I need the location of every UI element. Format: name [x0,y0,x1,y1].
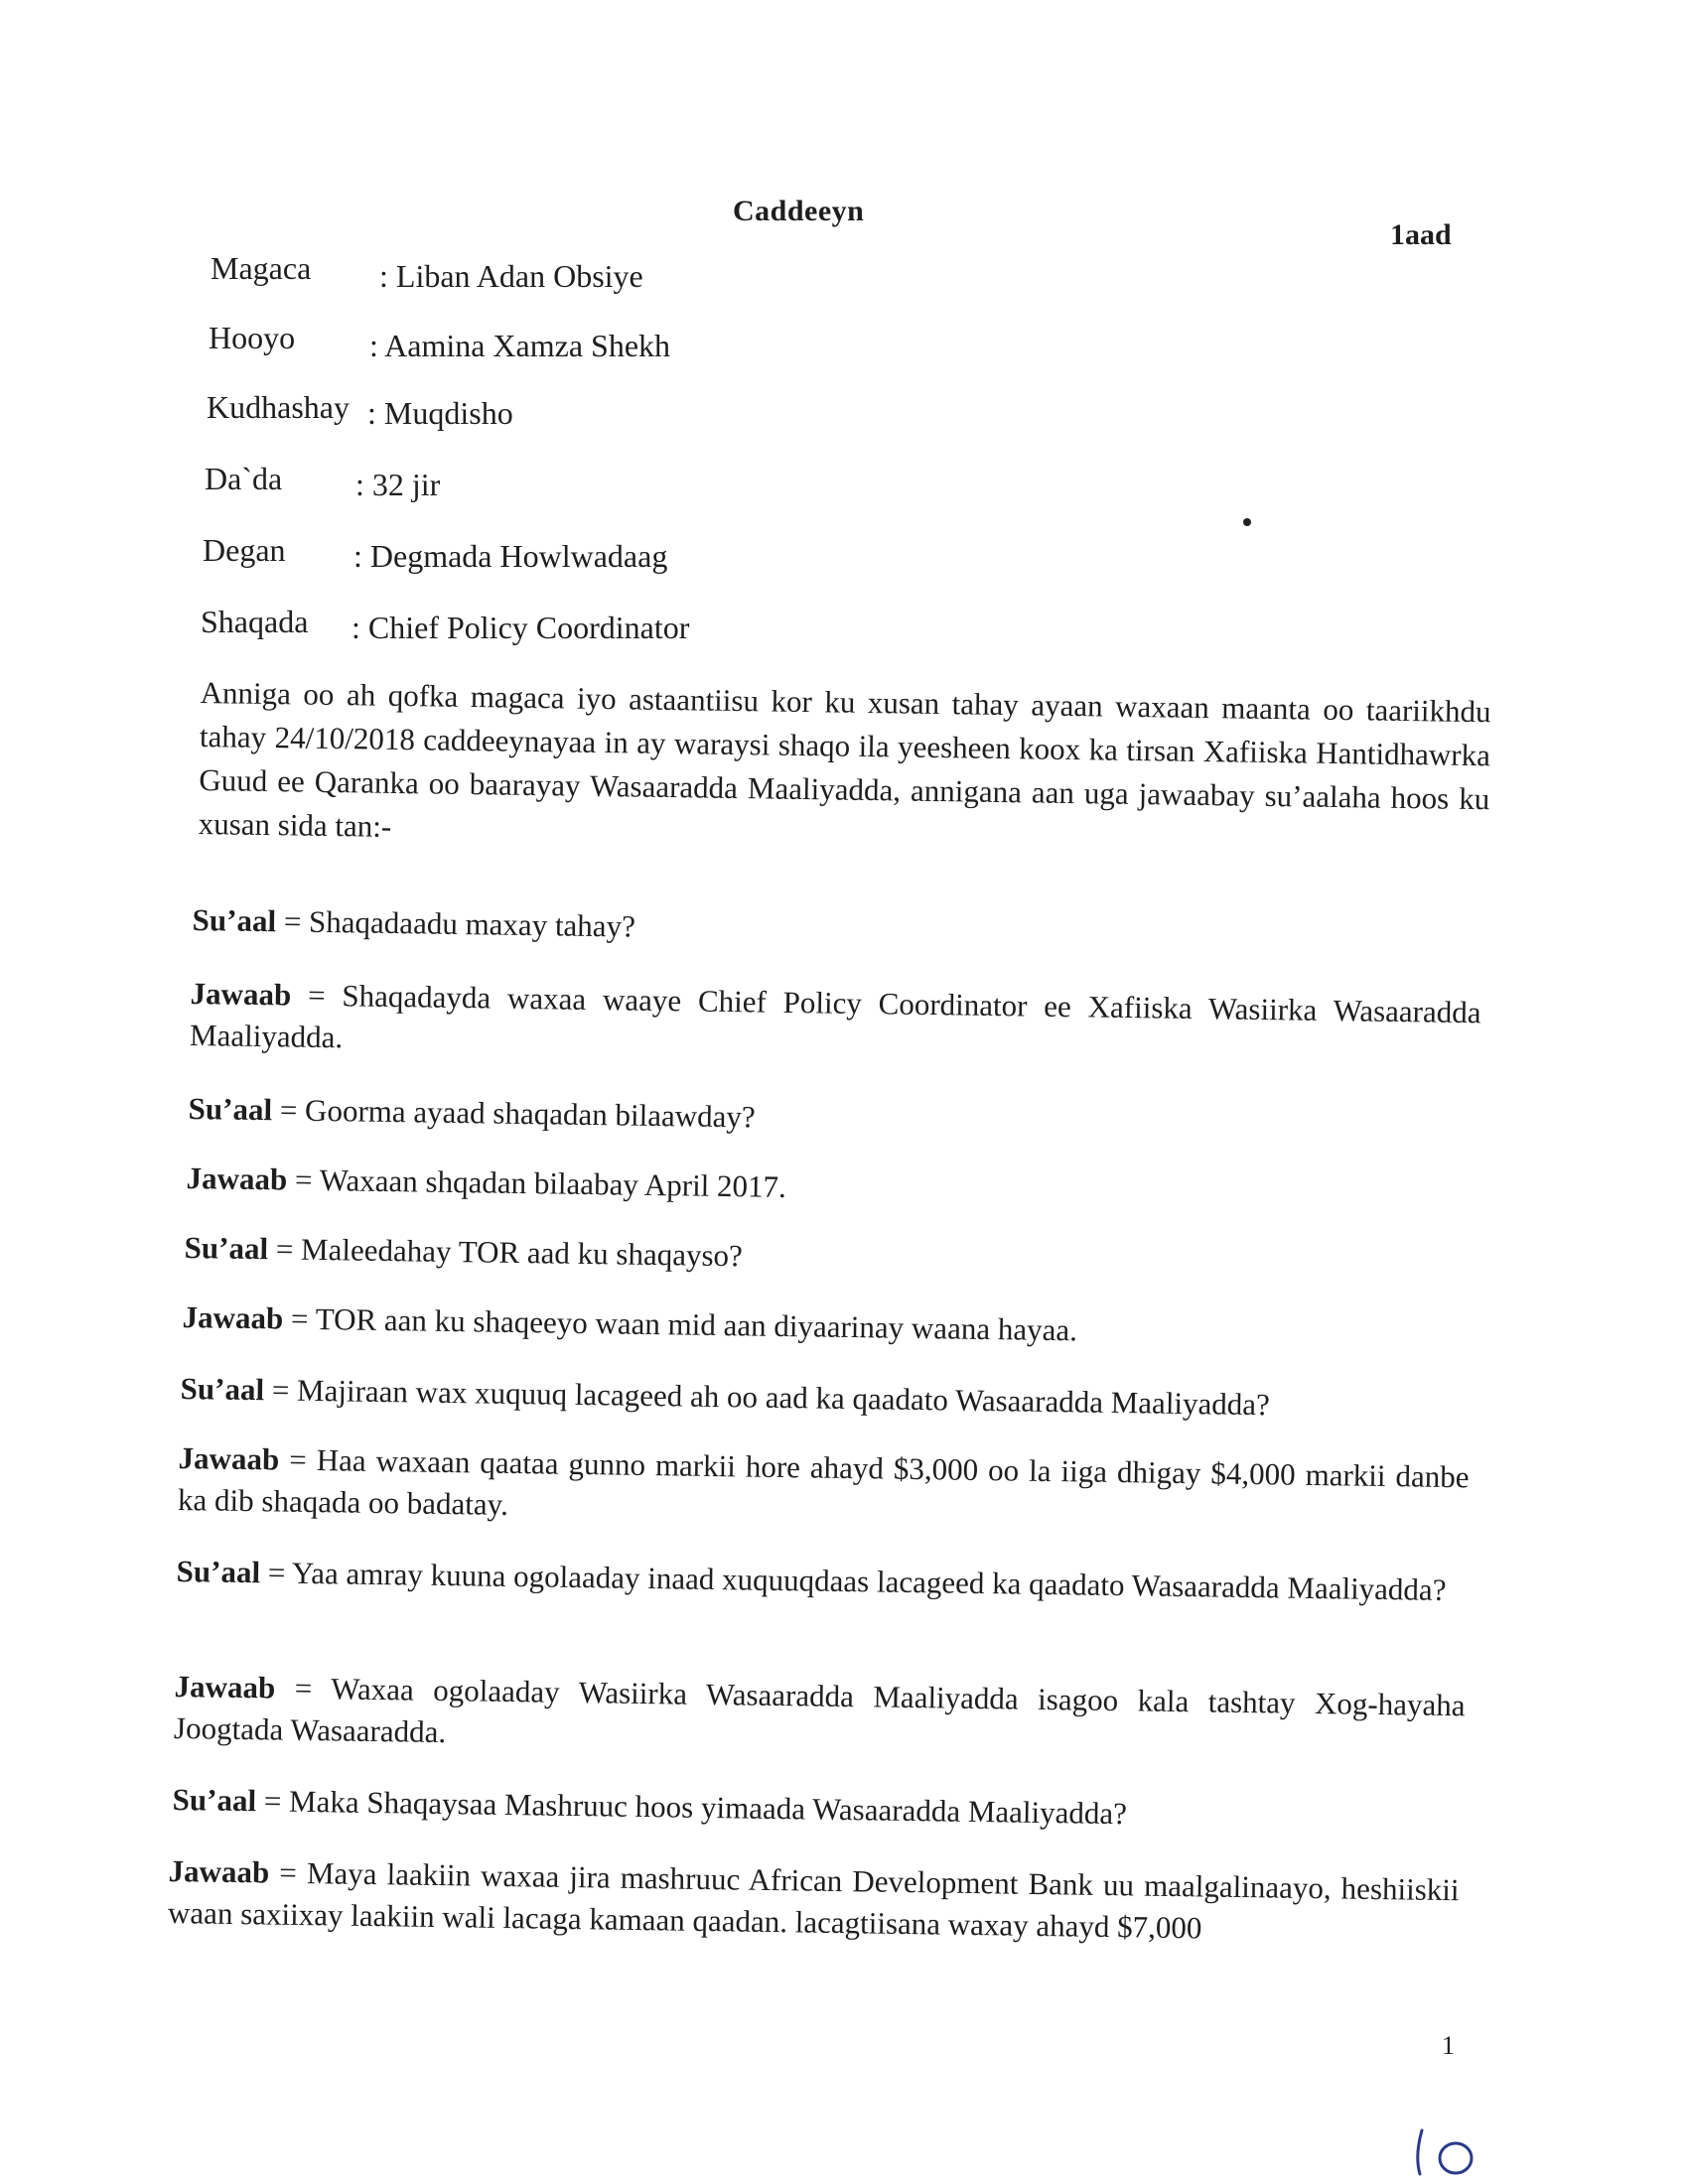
stray-mark [1243,518,1251,526]
document-title: Caddeeyn [733,195,865,227]
qa-text: = Maleedahay TOR aad ku shaqayso? [267,1231,744,1274]
qa-tag: Jawaab [174,1668,276,1706]
qa-text: = Yaa amray kuuna ogolaaday inaad xuquuqdaas lacageed ka qaadato Wasaaradda Maaliyadda? [259,1555,1447,1607]
page-number: 1 [1442,2031,1455,2060]
qa-tag: Jawaab [190,975,292,1013]
qa-tag: Jawaab [168,1852,270,1890]
qa-tag: Su’aal [184,1229,269,1267]
qa-item [184,1227,1475,1288]
info-key: Da`da [205,461,283,496]
qa-item [168,1850,1460,1953]
info-row-name [211,250,643,294]
info-row-residence [203,532,668,574]
info-row-age [205,461,441,502]
qa-tag: Su’aal [192,901,277,939]
qa-text: = Haa waxaan qaataa gunno markii hore ahayd $3,000 oo la iiga dhigay $4,000 markii danbe ka dib shaqada oo badatay. [177,1441,1470,1522]
info-value: : Chief Policy Coordinator [352,610,690,645]
qa-tag: Jawaab [182,1298,284,1336]
qa-item [174,1666,1466,1768]
qa-tag: Su’aal [180,1370,265,1408]
info-key: Shaqada [201,604,309,639]
info-key: Degan [203,532,286,568]
qa-text: = Shaqadaadu maxay tahay? [275,903,636,944]
qa-text: = Shaqadayda waxaa waaye Chief Policy Coordinator ee Xafiiska Wasiirka Wasaaradda Maaliyadda. [189,977,1481,1055]
qa-item [180,1368,1471,1429]
info-value: : 32 jir [355,467,441,502]
intro-paragraph: Anniga oo ah qofka magaca iyo astaantiisu kor ku xusan tahay ayaan waxaan maanta oo taariikhdu tahay 24/10/2018 caddeeynayaa in ay waraysi shaqo ila yeesheen koox ka tirsan Xafiiska Hantidhawrka Guud ee Qaranka oo baarayay Wasaaradda Maaliyadda, annigana aan uga jawaabay su’aalaha hoos ku xusan sida tan:- [198,674,1491,844]
qa-item [182,1297,1473,1357]
qa-text: = Waxaan shqadan bilaabay April 2017. [287,1161,787,1204]
info-key: Hooyo [209,320,296,355]
qa-text: = TOR aan ku shaqeeyo waan mid aan diyaarinay waana hayaa. [283,1300,1078,1348]
qa-text: = Waxaa ogolaaday Wasiirka Wasaaradda Maaliyadda isagoo kala tashtay Xog-hayaha Joogtada Wasaaradda. [173,1670,1466,1750]
qa-tag: Su’aal [172,1781,257,1819]
qa-text: = Goorma ayaad shaqadan bilaawday? [271,1092,756,1135]
info-row-birthplace [207,389,513,431]
info-value: : Muqdisho [367,395,513,431]
qa-text: = Maya laakiin waxaa jira mashruuc African Development Bank uu maalgalinaayo, heshiiskii waan saxiixay laakiin wali lacaga kamaan qaadan. lacagtiisana waxay ahayd $7,000 [167,1854,1460,1946]
qa-item [186,1158,1477,1218]
info-key: Kudhashay [207,389,350,425]
qa-text: = Majiraan wax xuquuq lacageed ah oo aad ka qaadato Wasaaradda Maaliyadda? [263,1372,1271,1423]
qa-item [188,1088,1478,1149]
qa-item [192,899,1482,960]
qa-item [190,973,1481,1075]
info-row-occupation [201,604,690,645]
handwritten-page-mark [1410,2124,1479,2180]
info-value: : Liban Adan Obsiye [379,258,643,294]
info-row-mother [209,320,678,363]
info-key: Magaca [211,250,312,286]
qa-item [178,1437,1470,1540]
qa-tag: Jawaab [186,1160,288,1197]
qa-tag: Su’aal [188,1090,273,1128]
info-value: : Degmada Howlwadaag [353,538,668,574]
qa-text: = Maka Shaqaysaa Mashruuc hoos yimaada Wasaaradda Maaliyadda? [255,1783,1128,1832]
qa-tag: Jawaab [178,1439,280,1477]
document-label: 1aad [1390,218,1452,251]
qa-tag: Su’aal [176,1553,261,1590]
qa-item [176,1551,1467,1611]
qa-item [172,1779,1463,1840]
info-value: : Aamina Xamza Shekh [369,328,671,363]
